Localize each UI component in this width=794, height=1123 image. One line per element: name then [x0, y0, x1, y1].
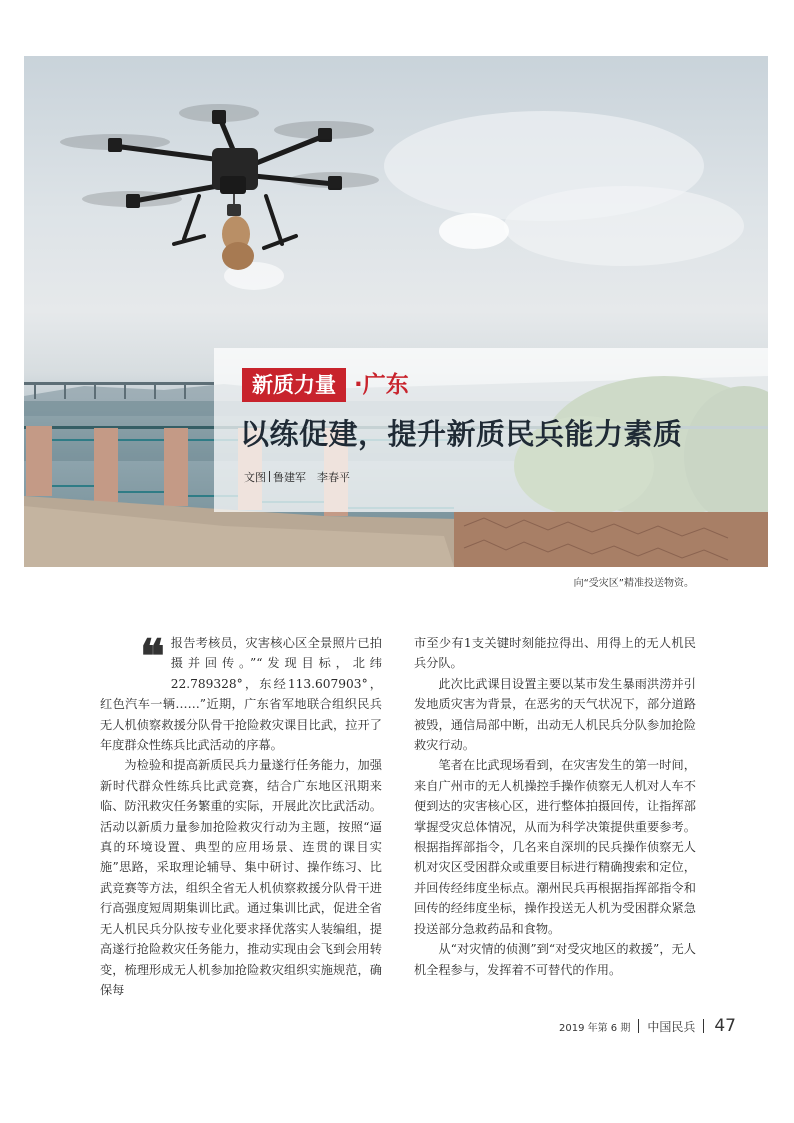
article-column-left: [100, 629, 382, 1000]
byline: [244, 469, 350, 485]
article-paragraph: 市至少有1支关键时刻能拉得出、用得上的无人机民兵分队。: [414, 636, 696, 671]
byline-authors: 鲁建军 李春平: [273, 471, 350, 484]
page-number: 47: [714, 1016, 736, 1036]
hero-photo: [24, 56, 768, 567]
byline-label: 文图: [244, 471, 266, 484]
issue-label: 2019 年第 6 期: [558, 1022, 631, 1034]
region-label: ·广东: [354, 372, 409, 398]
article-paragraph: ❝ 报告考核员，灾害核心区全景照片已拍摄并回传。”“发现目标，北纬22.789328°，东经113.607903°，红色汽车一辆……”近期，广东省军地联合组织民兵无人机侦察救援分队骨干抢险救灾课目比武，拉开了年度群众性练兵比武活动的序幕。: [100, 629, 382, 753]
title-block: [214, 348, 768, 512]
drone-illustration: [60, 104, 379, 270]
footer-divider: [638, 1019, 639, 1033]
photo-caption: 向“受灾区”精准投送物资。: [573, 578, 694, 589]
page-footer: [559, 1016, 736, 1036]
article-column-right: [414, 633, 696, 980]
article-paragraph: 笔者在比武现场看到，在灾害发生的第一时间，来自广州市的无人机操控手操作侦察无人机对人车不便到达的灾害核心区，进行整体拍摄回传，让指挥部掌握受灾总体情况，从而为科学决策提供重要参考。根据指挥部指令，几名来自深圳的民兵操作侦察无人机对灾区受困群众或重要目标进行精确搜索和定位，并回传经纬度坐标点。潮州民兵再根据指挥部指令和回传的经纬度坐标，操作投送无人机为受困群众紧急投送部分急救药品和食物。: [414, 758, 696, 936]
article-headline: 以练促建，提升新质民兵能力素质: [240, 417, 683, 451]
quote-mark-icon: ❝: [140, 629, 165, 683]
magazine-name: 中国民兵: [647, 1019, 696, 1034]
byline-divider: [269, 471, 270, 482]
article-paragraph: 此次比武课目设置主要以某市发生暴雨洪涝并引发地质灾害为背景，在恶劣的天气状况下，部分道路被毁，通信局部中断，出动无人机民兵分队参加抢险救灾行动。: [414, 676, 696, 753]
article-paragraph: 从“对灾情的侦测”到“对受灾地区的救援”，无人机全程参与，发挥着不可替代的作用。: [414, 942, 696, 977]
column-tag: 新质力量: [242, 368, 346, 402]
footer-divider: [703, 1019, 704, 1033]
article-paragraph: 为检验和提高新质民兵力量遂行任务能力，加强新时代群众性练兵比武竞赛，结合广东地区汛期来临、防汛救灾任务繁重的实际，开展此次比武活动。活动以新质力量参加抢险救灾行动为主题，按照“逼真的环境设置、典型的应用场景、连贯的课目实施”思路，采取理论辅导、集中研讨、操作练习、比武竞赛等方法，组织全省无人机侦察救援分队骨干进行高强度短周期集训比武。通过集训比武，促进全省无人机民兵分队按专业化要求择优落实人装编组，提高遂行抢险救灾任务能力，推动实现由会飞到会用转变，梳理形成无人机参加抢险救灾组织实施规范，确保每: [100, 758, 382, 997]
